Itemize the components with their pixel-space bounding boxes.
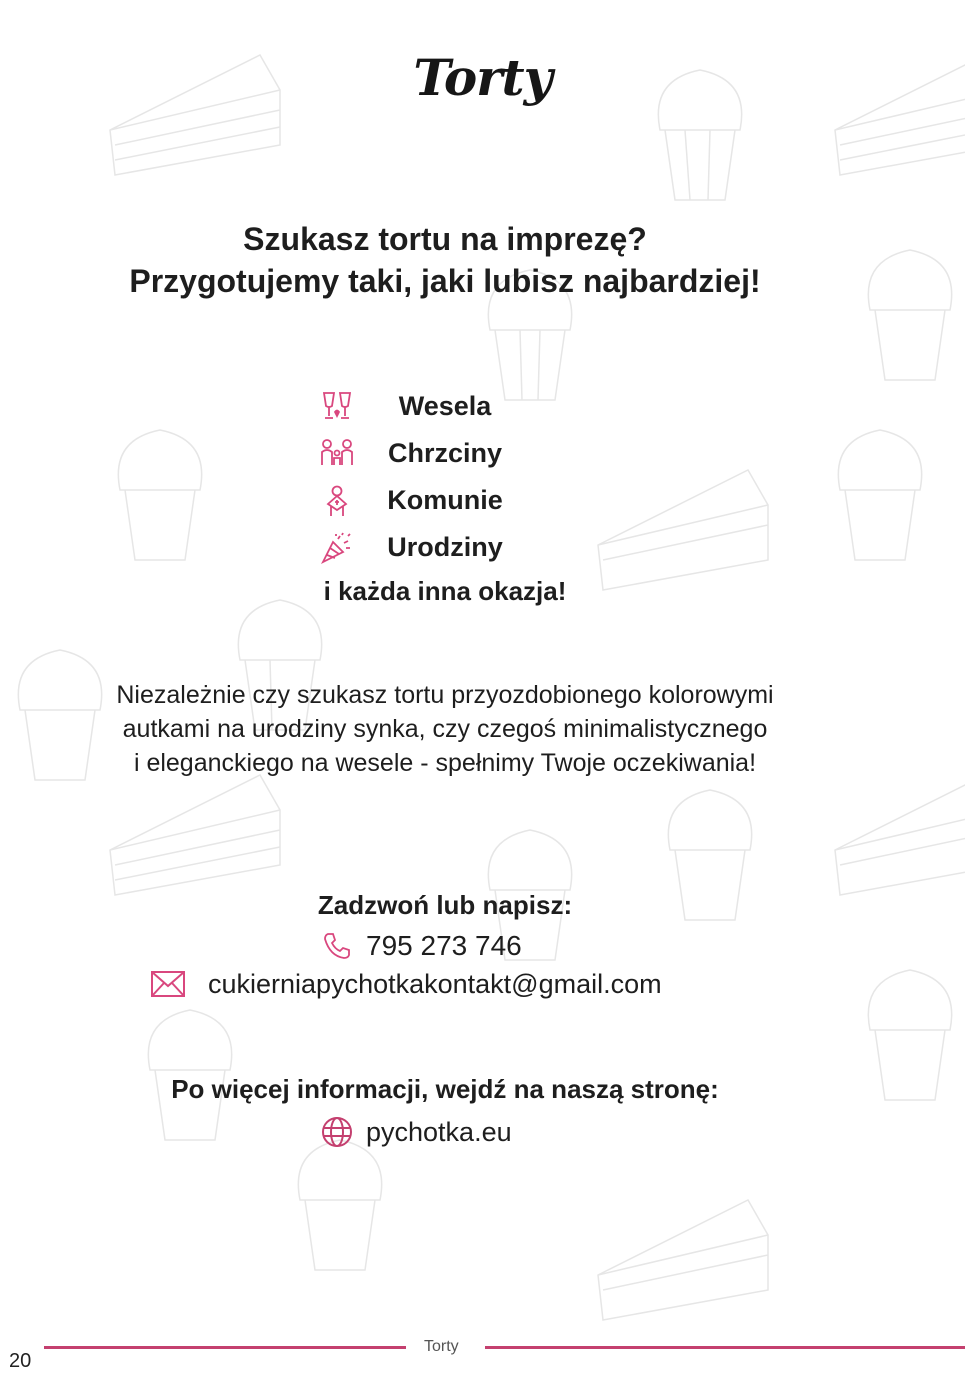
email-link[interactable] — [150, 964, 662, 1004]
website-url[interactable]: pychotka.eu — [366, 1116, 512, 1147]
occasion-label: Urodziny — [387, 532, 503, 562]
occasion-item-komunie — [0, 480, 965, 520]
occasion-item-chrzciny — [0, 433, 965, 473]
page-number: 20 — [9, 1350, 32, 1372]
globe-icon — [320, 1115, 354, 1149]
footer-section-label: Torty — [424, 1338, 459, 1355]
occasion-item-urodziny — [0, 527, 965, 567]
contact-heading: Zadzwoń lub napisz: — [317, 890, 573, 920]
website-link[interactable] — [320, 1112, 512, 1152]
paragraph-line: i eleganckiego na wesele - spełnimy Twoje oczekiwania! — [133, 749, 757, 777]
email-address[interactable]: cukierniapychotkakontakt@gmail.com — [208, 968, 662, 999]
description-paragraph — [0, 678, 890, 780]
envelope-icon — [150, 970, 186, 998]
page-title: Torty — [413, 48, 552, 107]
headline-line-2: Przygotujemy taki, jaki lubisz najbardziej! — [129, 263, 761, 299]
phone-number[interactable]: 795 273 746 — [366, 930, 522, 961]
phone-icon — [322, 931, 352, 961]
footer-rule-left — [44, 1346, 406, 1349]
headline — [0, 218, 890, 302]
paragraph-line: Niezależnie czy szukasz tortu przyozdobionego kolorowymi — [116, 681, 774, 709]
footer-rule-right — [485, 1346, 965, 1349]
occasion-label: Wesela — [398, 391, 492, 421]
website-heading: Po więcej informacji, wejdź na naszą stronę: — [171, 1074, 719, 1104]
headline-line-1: Szukasz tortu na imprezę? — [243, 221, 647, 257]
paragraph-line: autkami na urodziny synka, czy czegoś minimalistycznego — [122, 715, 768, 743]
occasion-label: Chrzciny — [387, 438, 503, 468]
occasion-item-wesela — [0, 386, 965, 426]
phone-link[interactable] — [322, 926, 522, 966]
any-occasion-text: i każda inna okazja! — [323, 576, 567, 606]
occasion-label: Komunie — [387, 485, 503, 515]
